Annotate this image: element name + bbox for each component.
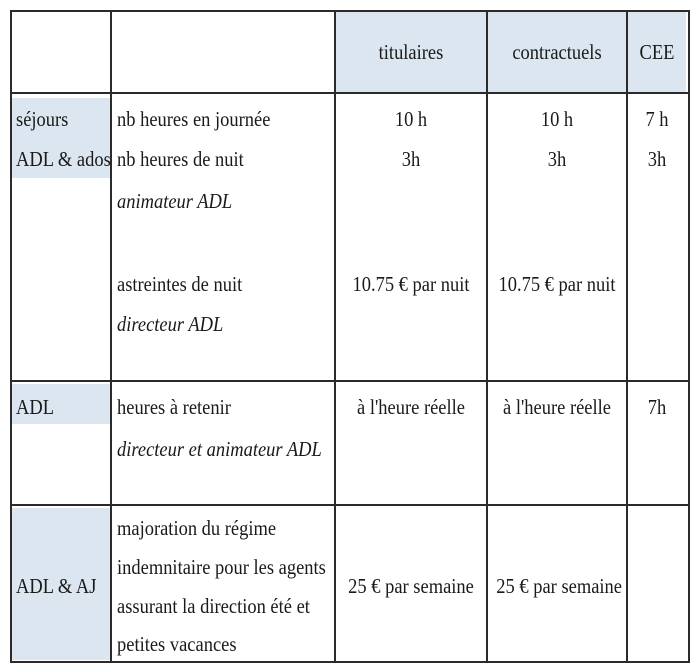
item-directeur-adl: directeur ADL xyxy=(117,312,224,336)
cee-heures-journee: 7 h xyxy=(645,107,669,131)
con-astreintes: 10.75 € par nuit xyxy=(498,272,616,296)
tit-majoration: 25 € par semaine xyxy=(348,574,474,598)
row-divider-2 xyxy=(10,504,690,506)
con-majoration: 25 € par semaine xyxy=(496,574,623,598)
item-majoration-line1: majoration du régime xyxy=(117,516,277,540)
item-majoration-line4: petites vacances xyxy=(117,632,237,656)
category-sejours-line1: séjours xyxy=(16,107,69,131)
table-border-top xyxy=(10,10,690,12)
category-adl: ADL xyxy=(16,395,54,419)
header-titulaires: titulaires xyxy=(378,40,444,64)
cee-heures-nuit: 3h xyxy=(647,147,667,171)
row-divider-1 xyxy=(10,380,690,382)
item-astreintes-nuit: astreintes de nuit xyxy=(117,272,243,296)
cee-heures-retenir: 7h xyxy=(647,395,667,419)
item-majoration-line2: indemnitaire pour les agents xyxy=(117,555,326,579)
item-heures-nuit: nb heures de nuit xyxy=(117,147,244,171)
col-divider-4 xyxy=(626,10,628,663)
con-heures-journee: 10 h xyxy=(540,107,574,131)
tit-heures-nuit: 3h xyxy=(401,147,421,171)
con-heures-nuit: 3h xyxy=(547,147,567,171)
table-border-left xyxy=(10,10,12,663)
item-heures-journee: nb heures en journée xyxy=(117,107,271,131)
category-sejours-line2: ADL & ados xyxy=(16,147,111,171)
header-cee: CEE xyxy=(639,40,675,64)
tit-astreintes: 10.75 € par nuit xyxy=(352,272,470,296)
category-adl-aj: ADL & AJ xyxy=(16,574,97,598)
item-heures-retenir: heures à retenir xyxy=(117,395,231,419)
table-border-right xyxy=(688,10,690,663)
table-border-bottom xyxy=(10,661,690,663)
con-heures-retenir: à l'heure réelle xyxy=(503,395,611,419)
header-contractuels: contractuels xyxy=(512,40,602,64)
tit-heures-journee: 10 h xyxy=(394,107,428,131)
col-divider-1 xyxy=(110,10,112,663)
tit-heures-retenir: à l'heure réelle xyxy=(357,395,465,419)
item-animateur-adl: animateur ADL xyxy=(117,189,233,213)
col-divider-2 xyxy=(334,10,336,663)
header-divider xyxy=(10,92,690,94)
item-directeur-animateur-adl: directeur et animateur ADL xyxy=(117,437,322,461)
col-divider-3 xyxy=(486,10,488,663)
item-majoration-line3: assurant la direction été et xyxy=(117,594,310,618)
